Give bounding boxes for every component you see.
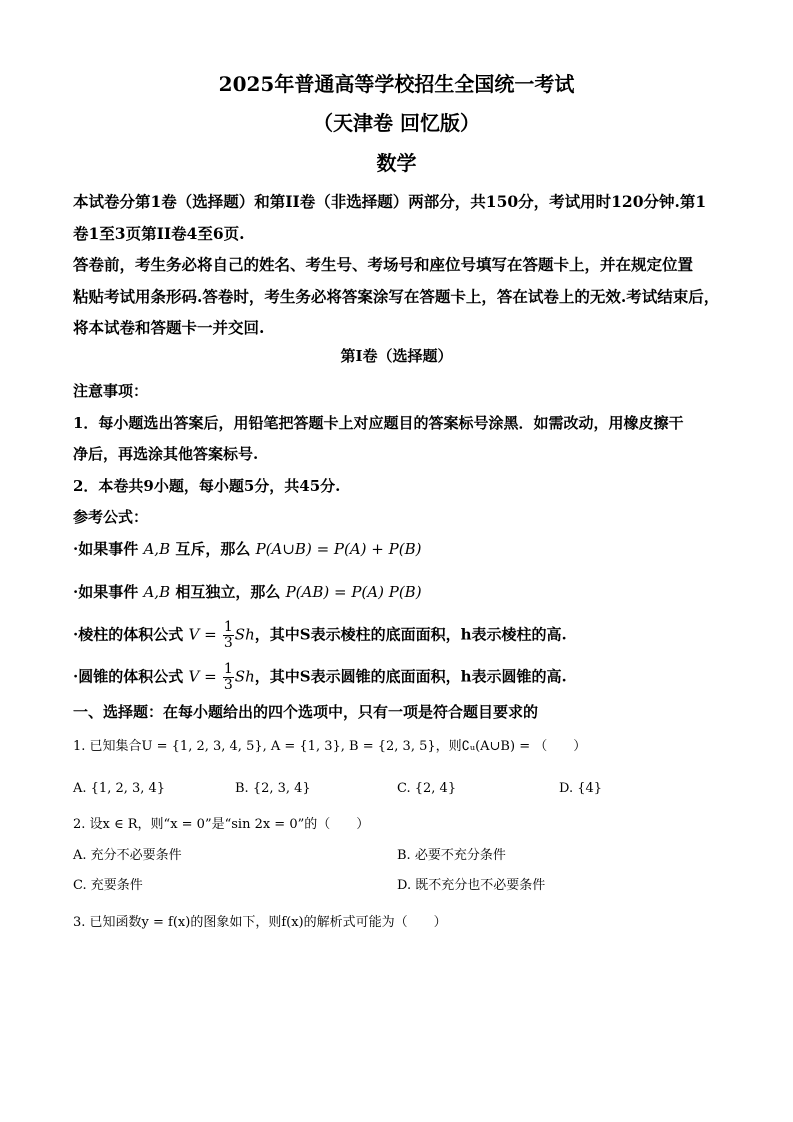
formula-vars: A,B	[143, 540, 171, 558]
formula-label: ·圆锥的体积公式	[73, 667, 184, 686]
question-stem: 2. 设x ∈ R，则“x = 0”是“sin 2x = 0”的（ ）	[73, 817, 370, 832]
intro-line: 卷1至3页第II卷4至6页.	[73, 223, 245, 243]
option-d: D. {4}	[559, 781, 603, 796]
option-c: C. 充要条件	[73, 878, 143, 893]
exam-subtitle: （天津卷 回忆版）	[313, 111, 480, 135]
formula-label: ·如果事件	[73, 583, 139, 601]
reference-title: 参考公式：	[73, 508, 149, 526]
fraction-denominator: 3	[223, 635, 233, 651]
option-b: B. {2, 3, 4}	[235, 781, 311, 796]
formula-label: ·如果事件	[73, 540, 139, 558]
note-item: 2．本卷共9小题，每小题5分，共45分.	[73, 476, 341, 495]
intro-line: 答卷前，考生务必将自己的姓名、考生号、考场号和座位号填写在答题卡上，并在规定位置	[73, 255, 694, 274]
notes-title: 注意事项：	[73, 382, 149, 400]
formula-label: 互斥，那么	[175, 540, 251, 558]
subject-title: 数学	[376, 151, 417, 175]
question-stem: 3. 已知函数y = f(x)的图象如下，则f(x)的解析式可能为（ ）	[73, 915, 447, 930]
formula-lhs: V =	[188, 667, 217, 686]
formula-prism-volume	[73, 620, 567, 651]
formula-description: ，其中S表示圆锥的底面面积，h表示圆锥的高.	[254, 667, 567, 686]
formula-label: ·棱柱的体积公式	[73, 625, 184, 644]
formula-exclusive	[73, 537, 421, 561]
note-item: 1．每小题选出答案后，用铅笔把答题卡上对应题目的答案标号涂黑．如需改动，用橡皮擦干	[73, 413, 684, 432]
exam-title: 2025年普通高等学校招生全国统一考试	[218, 72, 575, 96]
fraction-numerator: 1	[223, 619, 233, 635]
formula-math: P(AB) = P(A) P(B)	[285, 583, 422, 601]
intro-line: 粘贴考试用条形码.答卷时，考生务必将答案涂写在答题卡上，答在试卷上的无效.考试结束后，	[73, 286, 720, 306]
formula-vars: A,B	[143, 583, 171, 601]
formula-lhs: V =	[188, 625, 217, 644]
fraction	[223, 662, 234, 693]
intro-paragraph	[73, 186, 723, 344]
section-heading: 一、选择题：在每小题给出的四个选项中，只有一项是符合题目要求的	[73, 703, 539, 721]
fraction	[223, 620, 234, 651]
question-stem: 1. 已知集合U = {1, 2, 3, 4, 5}, A = {1, 3}, B = {2, 3, 5}，则∁ᵤ(A∪B) = （ ）	[73, 739, 587, 754]
fraction-denominator: 3	[223, 677, 233, 693]
formula-rhs: Sh	[234, 625, 255, 644]
option-b: B. 必要不充分条件	[397, 848, 506, 863]
option-d: D. 既不充分也不必要条件	[397, 878, 546, 893]
note-item: 净后，再选涂其他答案标号.	[73, 445, 259, 463]
formula-description: ，其中S表示棱柱的底面面积，h表示棱柱的高.	[254, 625, 567, 644]
part1-heading: 第I卷（选择题）	[340, 347, 453, 365]
notes-block	[73, 376, 723, 534]
intro-line: 将本试卷和答题卡一并交回.	[73, 318, 265, 337]
intro-line: 本试卷分第1卷（选择题）和第II卷（非选择题）两部分，共150分，考试用时120分钟.第1	[73, 192, 707, 211]
formula-independent	[73, 580, 422, 604]
formula-cone-volume	[73, 662, 567, 693]
option-c: C. {2, 4}	[397, 781, 457, 796]
option-a: A. 充分不必要条件	[73, 848, 182, 863]
fraction-numerator: 1	[223, 661, 233, 677]
formula-label: 相互独立，那么	[175, 583, 281, 601]
option-a: A. {1, 2, 3, 4}	[73, 781, 166, 796]
formula-rhs: Sh	[234, 667, 255, 686]
formula-math: P(A∪B) = P(A) + P(B)	[255, 540, 422, 558]
